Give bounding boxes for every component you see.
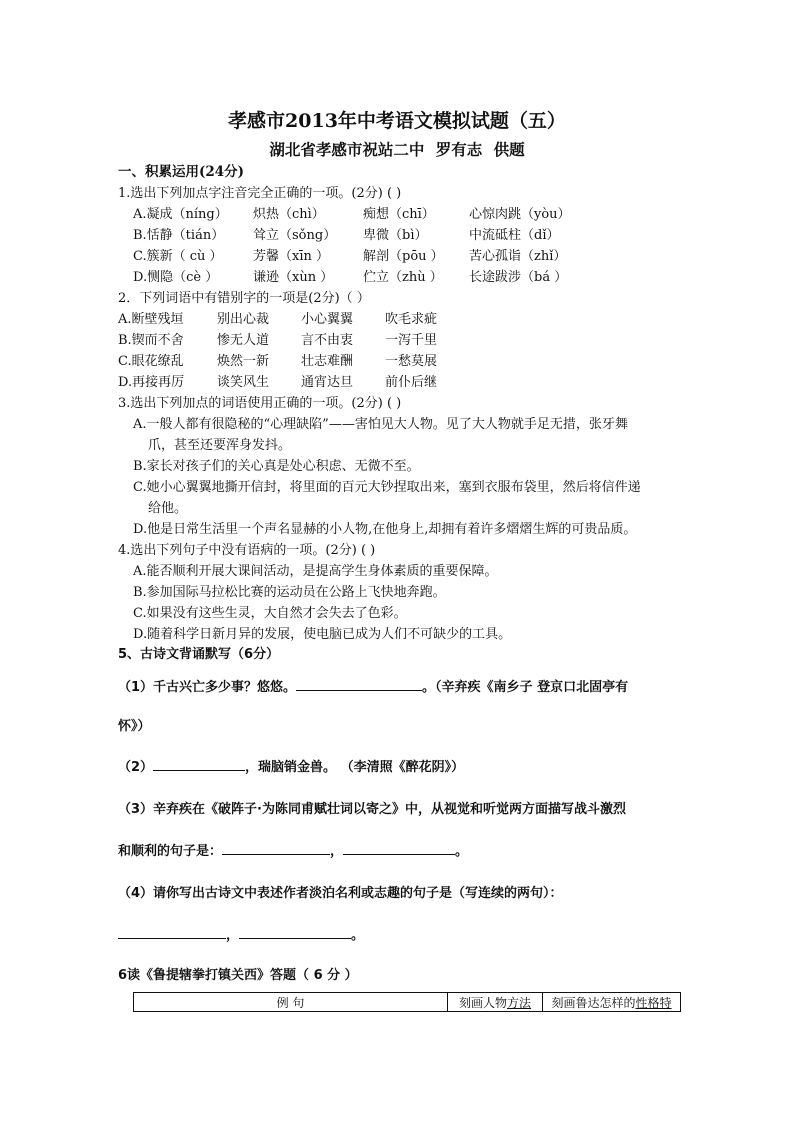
q3-option-b: B.家长对孩子们的关心真是处心积虑、无微不至。 [133,459,420,474]
q5-item-2-text: ，瑞脑销金兽。 （李清照《醉花阴》） [245,760,465,775]
q3-option-c-line1: C.她小心翼翼地撕开信封，将里面的百元大钞捏取出来，塞到衣服布袋里，然后将信件递 [133,480,641,495]
q1-option-d4: 长途跋涉（bá ） [469,270,568,285]
header-method-text: 刻画人物 [458,995,507,1010]
q2-option-c2: 焕然一新 [217,354,270,369]
table-header-row [134,993,681,1012]
q4-option-a: A.能否顺利开展大课间活动，是提高学生身体素质的重要保障。 [133,564,498,579]
q3-option-c-line2: 给他。 [148,501,188,516]
header-trait-text: 刻画鲁达怎样的 [551,995,636,1010]
answer-blank[interactable] [153,758,245,771]
q1-option-a4: 心惊肉跳（yòu） [469,207,571,222]
question-6-heading: 6读《鲁提辖拳打镇关西》答题（ 6 分 ） [118,968,358,983]
comma: ， [330,844,344,859]
q2-option-c4: 一愁莫展 [385,354,438,369]
q1-option-c4: 苦心孤诣（zhǐ） [469,249,567,264]
question-5-heading: 5、古诗文背诵默写（6分） [118,647,280,662]
q1-option-a1: A.凝成（níng） [133,207,228,222]
answer-blank[interactable] [222,842,330,855]
answer-blank[interactable] [296,678,422,691]
q2-option-d1: D.再接再厉 [118,375,185,390]
q2-option-a4: 吹毛求疵 [385,312,438,327]
q2-option-d4: 前仆后继 [385,375,438,390]
period: 。 [351,928,365,943]
q2-option-b2: 惨无人道 [217,333,270,348]
q5-item-1-end: 怀》） [118,719,151,734]
q2-option-d3: 通宵达旦 [301,375,354,390]
answer-blank[interactable] [118,926,226,939]
table-header-method [448,993,543,1012]
q3-option-d: D.他是日常生活里一个声名显赫的小人物,在他身上,却拥有着许多熠熠生辉的可贵品质。 [133,522,637,537]
q2-option-b3: 言不由衷 [301,333,354,348]
period: 。 [455,844,469,859]
q3-option-a-line1: A.一般人都有很隐秘的“心理缺陷”——害怕见大人物。见了大人物就手足无措，张牙舞 [133,417,628,432]
q1-option-c3: 解剖（pōu ） [363,249,444,264]
q5-item-2-label: （2） [118,760,154,775]
q1-option-b4: 中流砥柱（dǐ） [469,228,560,243]
q4-option-b: B.参加国际马拉松比赛的运动员在公路上飞快地奔跑。 [133,585,446,600]
q1-option-d2: 谦逊（xùn ） [253,270,334,285]
q5-item-1 [118,676,628,695]
answer-table [133,992,681,1012]
q2-option-c3: 壮志难酬 [301,354,354,369]
q2-option-b1: B.锲而不舍 [118,333,184,348]
question-4-stem: 4.选出下列句子中没有语病的一项。(2分) ( ) [118,543,376,558]
table-header-trait [543,993,681,1012]
q3-option-a-line2: 爪，甚至还要浑身发抖。 [148,438,292,453]
page-subtitle: 湖北省孝感市祝站二中 罗有志 供题 [269,140,525,159]
q1-option-c2: 芳馨（xīn ） [253,249,329,264]
q2-option-d2: 谈笑风生 [217,375,270,390]
answer-blank[interactable] [343,842,455,855]
q5-item-3-prompt: 和顺利的句子是： [118,844,223,859]
q5-item-3-line1: （3）辛弃疾在《破阵子·为陈同甫赋壮词以寄之》中，从视觉和听觉两方面描写战斗激烈 [118,802,626,817]
question-1-stem: 1.选出下列加点字注音完全正确的一项。(2分) ( ) [118,186,402,201]
section-heading: 一、积累运用(24分) [118,164,245,180]
question-3-stem: 3.选出下列加点的词语使用正确的一项。(2分) ( ) [118,396,402,411]
q5-item-2 [118,756,464,775]
q4-option-d: D.随着科学日新月异的发展，使电脑已成为人们不可缺少的工具。 [133,627,512,642]
q5-item-3-line2 [118,840,468,859]
page-title: 孝感市2013年中考语文模拟试题（五） [228,110,566,132]
q1-option-b3: 卑微（bì） [363,228,428,243]
q1-option-c1: C.簇新（ cù ） [133,249,223,264]
q2-option-c1: C.眼花缭乱 [118,354,184,369]
header-method-underlined: 方法 [507,995,532,1010]
q1-option-b1: B.恬静（tián） [133,228,225,243]
q2-option-a3: 小心翼翼 [301,312,354,327]
table-header-example: 例 句 [134,993,448,1012]
q1-option-b2: 耸立（sǒng） [253,228,337,243]
q4-option-c: C.如果没有这些生灵，大自然才会失去了色彩。 [133,606,407,621]
q1-option-a3: 痴想（chī） [363,207,435,222]
q1-option-a2: 炽热（chì） [253,207,325,222]
q2-option-a2: 别出心裁 [217,312,270,327]
q2-option-b4: 一泻千里 [385,333,438,348]
question-2-stem: 2．下列词语中有错别字的一项是(2分)（ ） [118,291,370,306]
q1-option-d1: D.恻隐（cè ） [133,270,219,285]
q5-item-4-line2 [118,924,364,943]
q5-item-1-prompt: （1）千古兴亡多少事？悠悠。 [118,680,297,695]
q5-item-4-line1: （4）请你写出古诗文中表述作者淡泊名利或志趣的句子是（写连续的两句）： [118,886,563,901]
q1-option-d3: 伫立（zhù ） [363,270,443,285]
q2-option-a1: A.断壁残垣 [118,312,184,327]
header-trait-underlined: 性格特 [635,995,672,1010]
comma: ， [226,928,240,943]
q5-item-1-source: 。（辛弃疾《南乡子 登京口北固亭有 [422,680,629,695]
answer-blank[interactable] [239,926,351,939]
